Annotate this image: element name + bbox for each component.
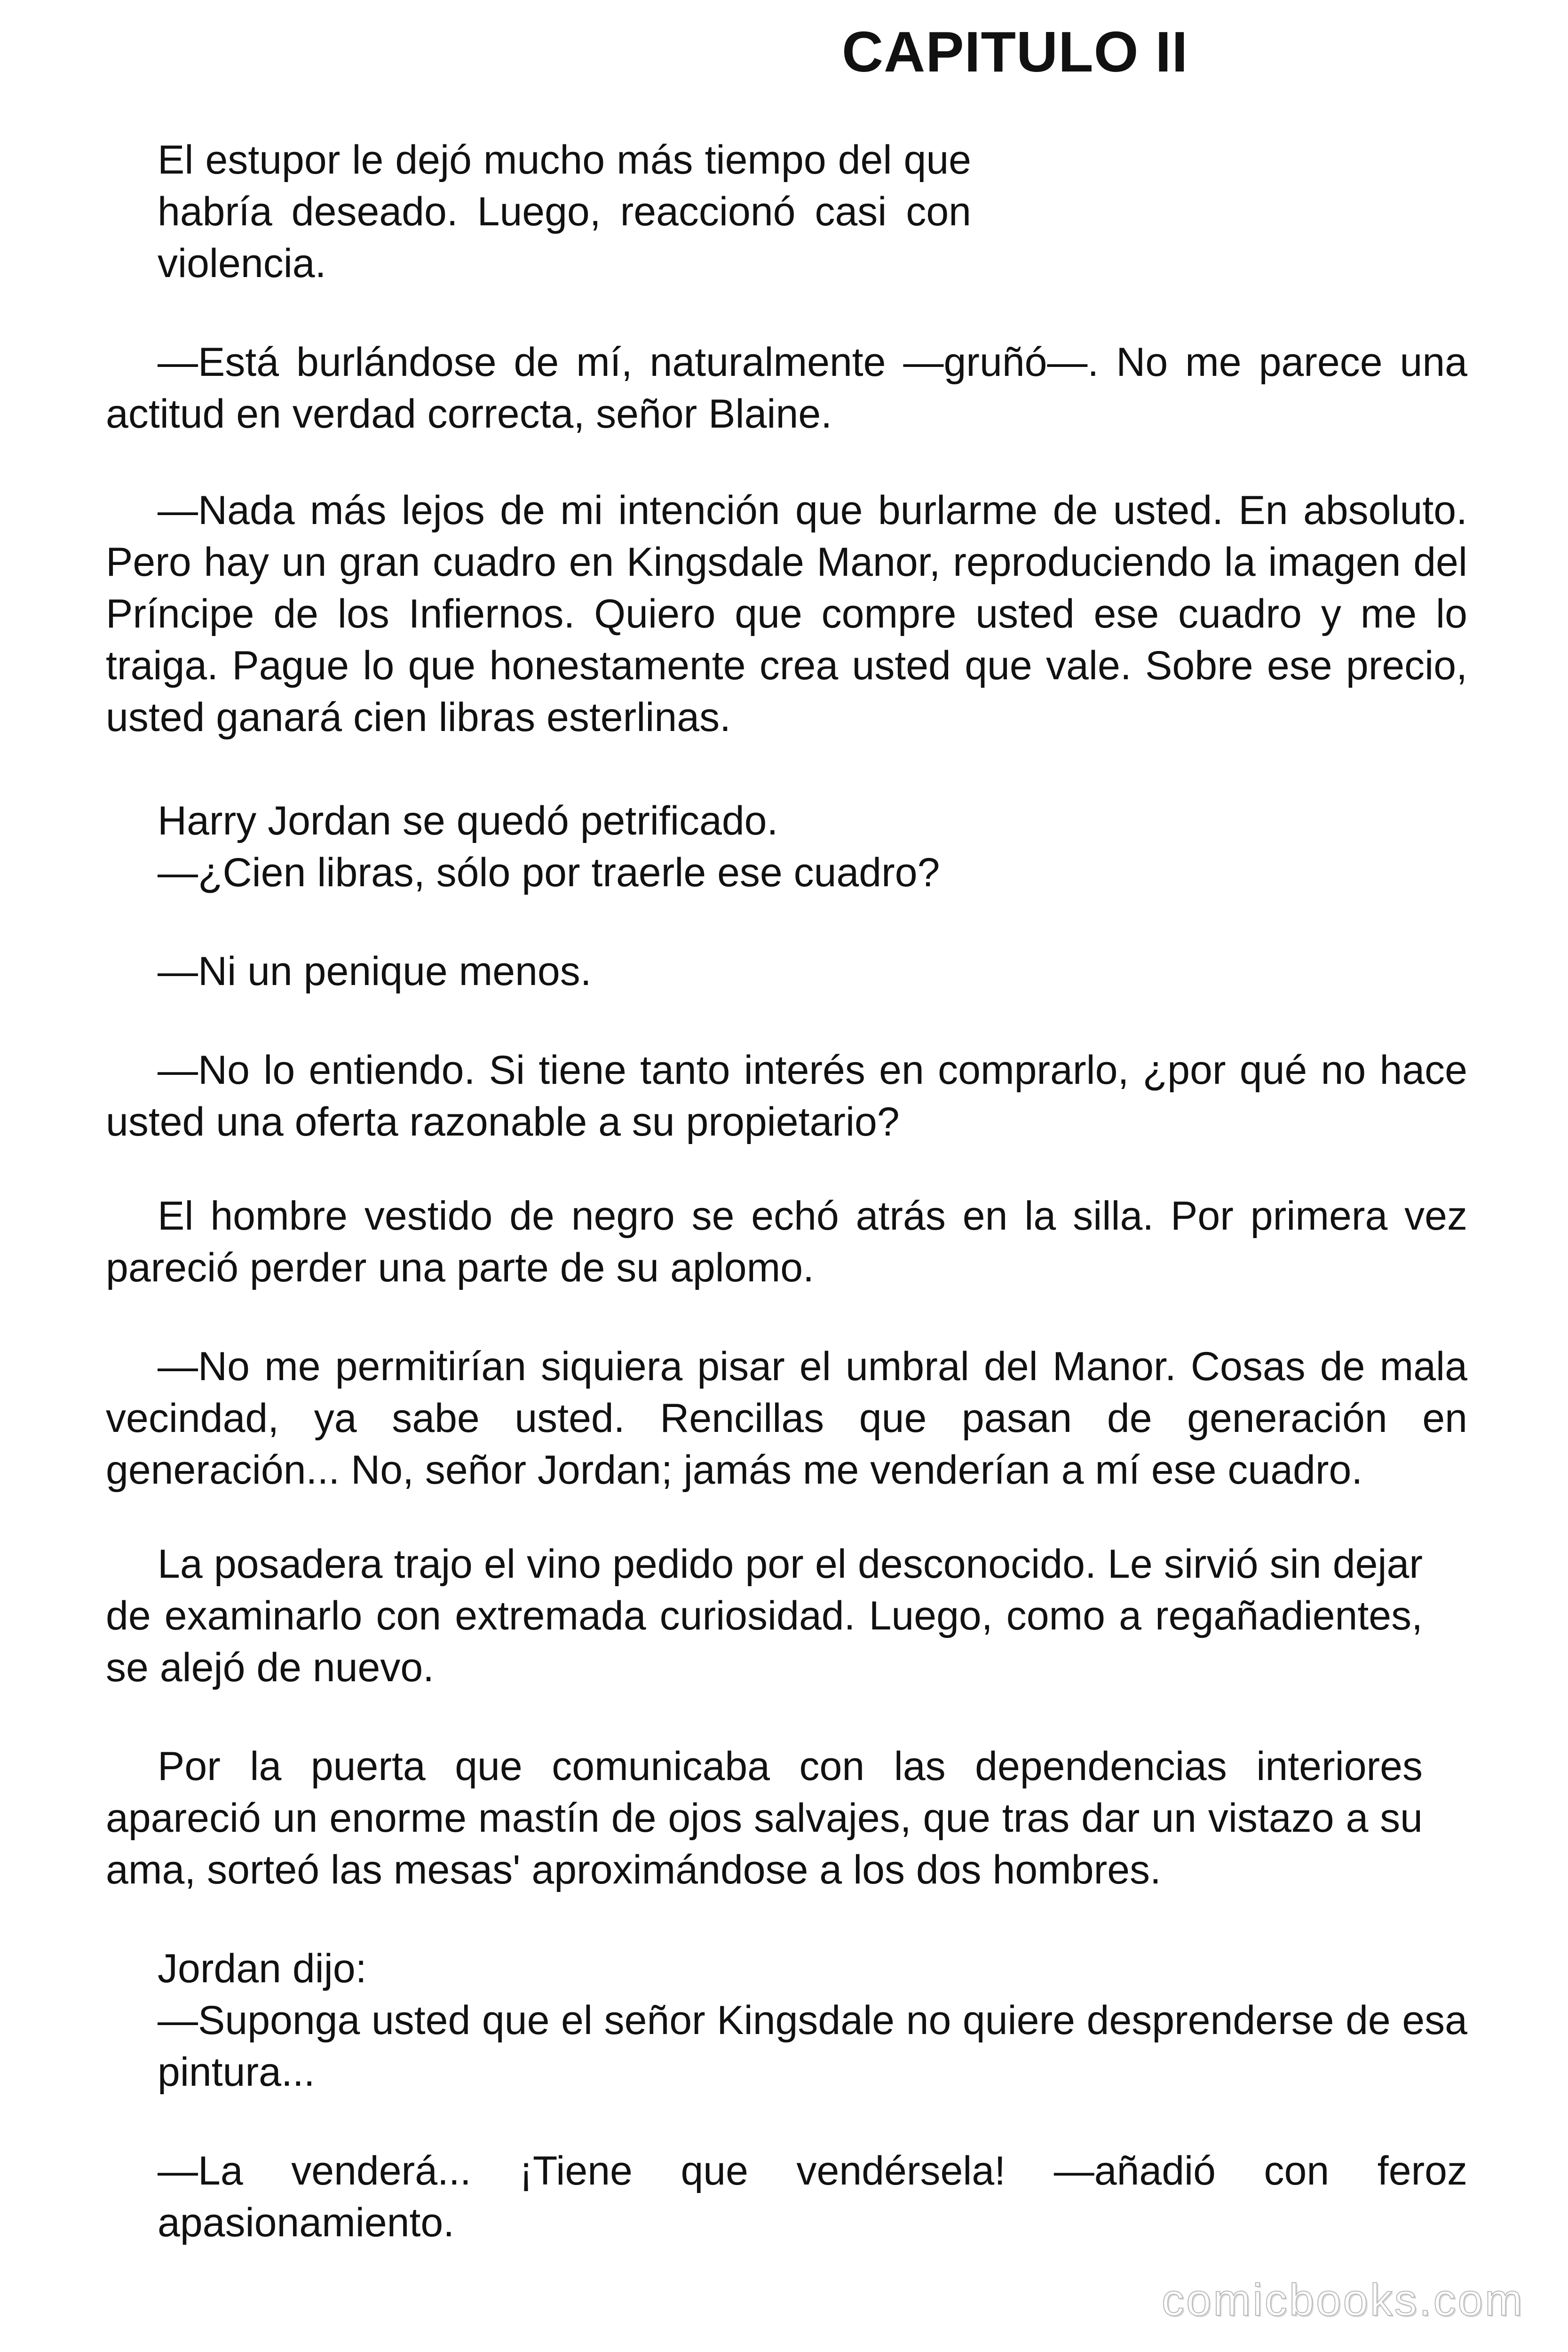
paragraph: —No me permitirían siquiera pisar el umbral del Manor. Cosas de mala vecindad, ya sabe usted. Rencillas que pasan de generación en generación... No, señor Jordan; jamás me venderían a mí ese cuadro.	[106, 1344, 1467, 1493]
paragraph: El estupor le dejó mucho más tiempo del que habría deseado. Luego, reaccionó casi con violencia.	[158, 137, 971, 286]
paragraph: —¿Cien libras, sólo por traerle ese cuadro?	[158, 850, 940, 895]
paragraph: —Está burlándose de mí, naturalmente —gruñó—. No me parece una actitud en verdad correcta, señor Blaine.	[106, 340, 1467, 437]
paragraph: Jordan dijo:	[158, 1946, 367, 1991]
paragraph: —Ni un penique menos.	[158, 949, 592, 994]
paragraph: —La venderá... ¡Tiene que vendérsela! —añadió con feroz apasionamiento.	[158, 2148, 1467, 2245]
chapter-title: CAPITULO II	[842, 20, 1188, 84]
paragraph: La posadera trajo el vino pedido por el desconocido. Le sirvió sin dejar de examinarlo con extremada curiosidad. Luego, como a regañadientes, se alejó de nuevo.	[106, 1542, 1423, 1690]
paragraph: Harry Jordan se quedó petrificado.	[158, 798, 778, 843]
paragraph: —No lo entiendo. Si tiene tanto interés en comprarlo, ¿por qué no hace usted una oferta razonable a su propietario?	[106, 1048, 1467, 1144]
watermark-logo: comicbooks.com	[1162, 2275, 1524, 2325]
paragraph: Por la puerta que comunicaba con las dependencias interiores apareció un enorme mastín de ojos salvajes, que tras dar un vistazo a su ama, sorteó las mesas' aproximándose a los dos hombres.	[106, 1744, 1423, 1892]
paragraph: —Nada más lejos de mi intención que burlarme de usted. En absoluto. Pero hay un gran cuadro en Kingsdale Manor, reproduciendo la imagen del Príncipe de los Infiernos. Quiero que compre usted ese cuadro y me lo traiga. Pague lo que honestamente crea usted que vale. Sobre ese precio, usted ganará cien libras esterlinas.	[106, 488, 1467, 740]
paragraph: —Suponga usted que el señor Kingsdale no quiere desprenderse de esa pintura...	[158, 1998, 1467, 2095]
paragraph: El hombre vestido de negro se echó atrás en la silla. Por primera vez pareció perder una parte de su aplomo.	[106, 1193, 1467, 1290]
